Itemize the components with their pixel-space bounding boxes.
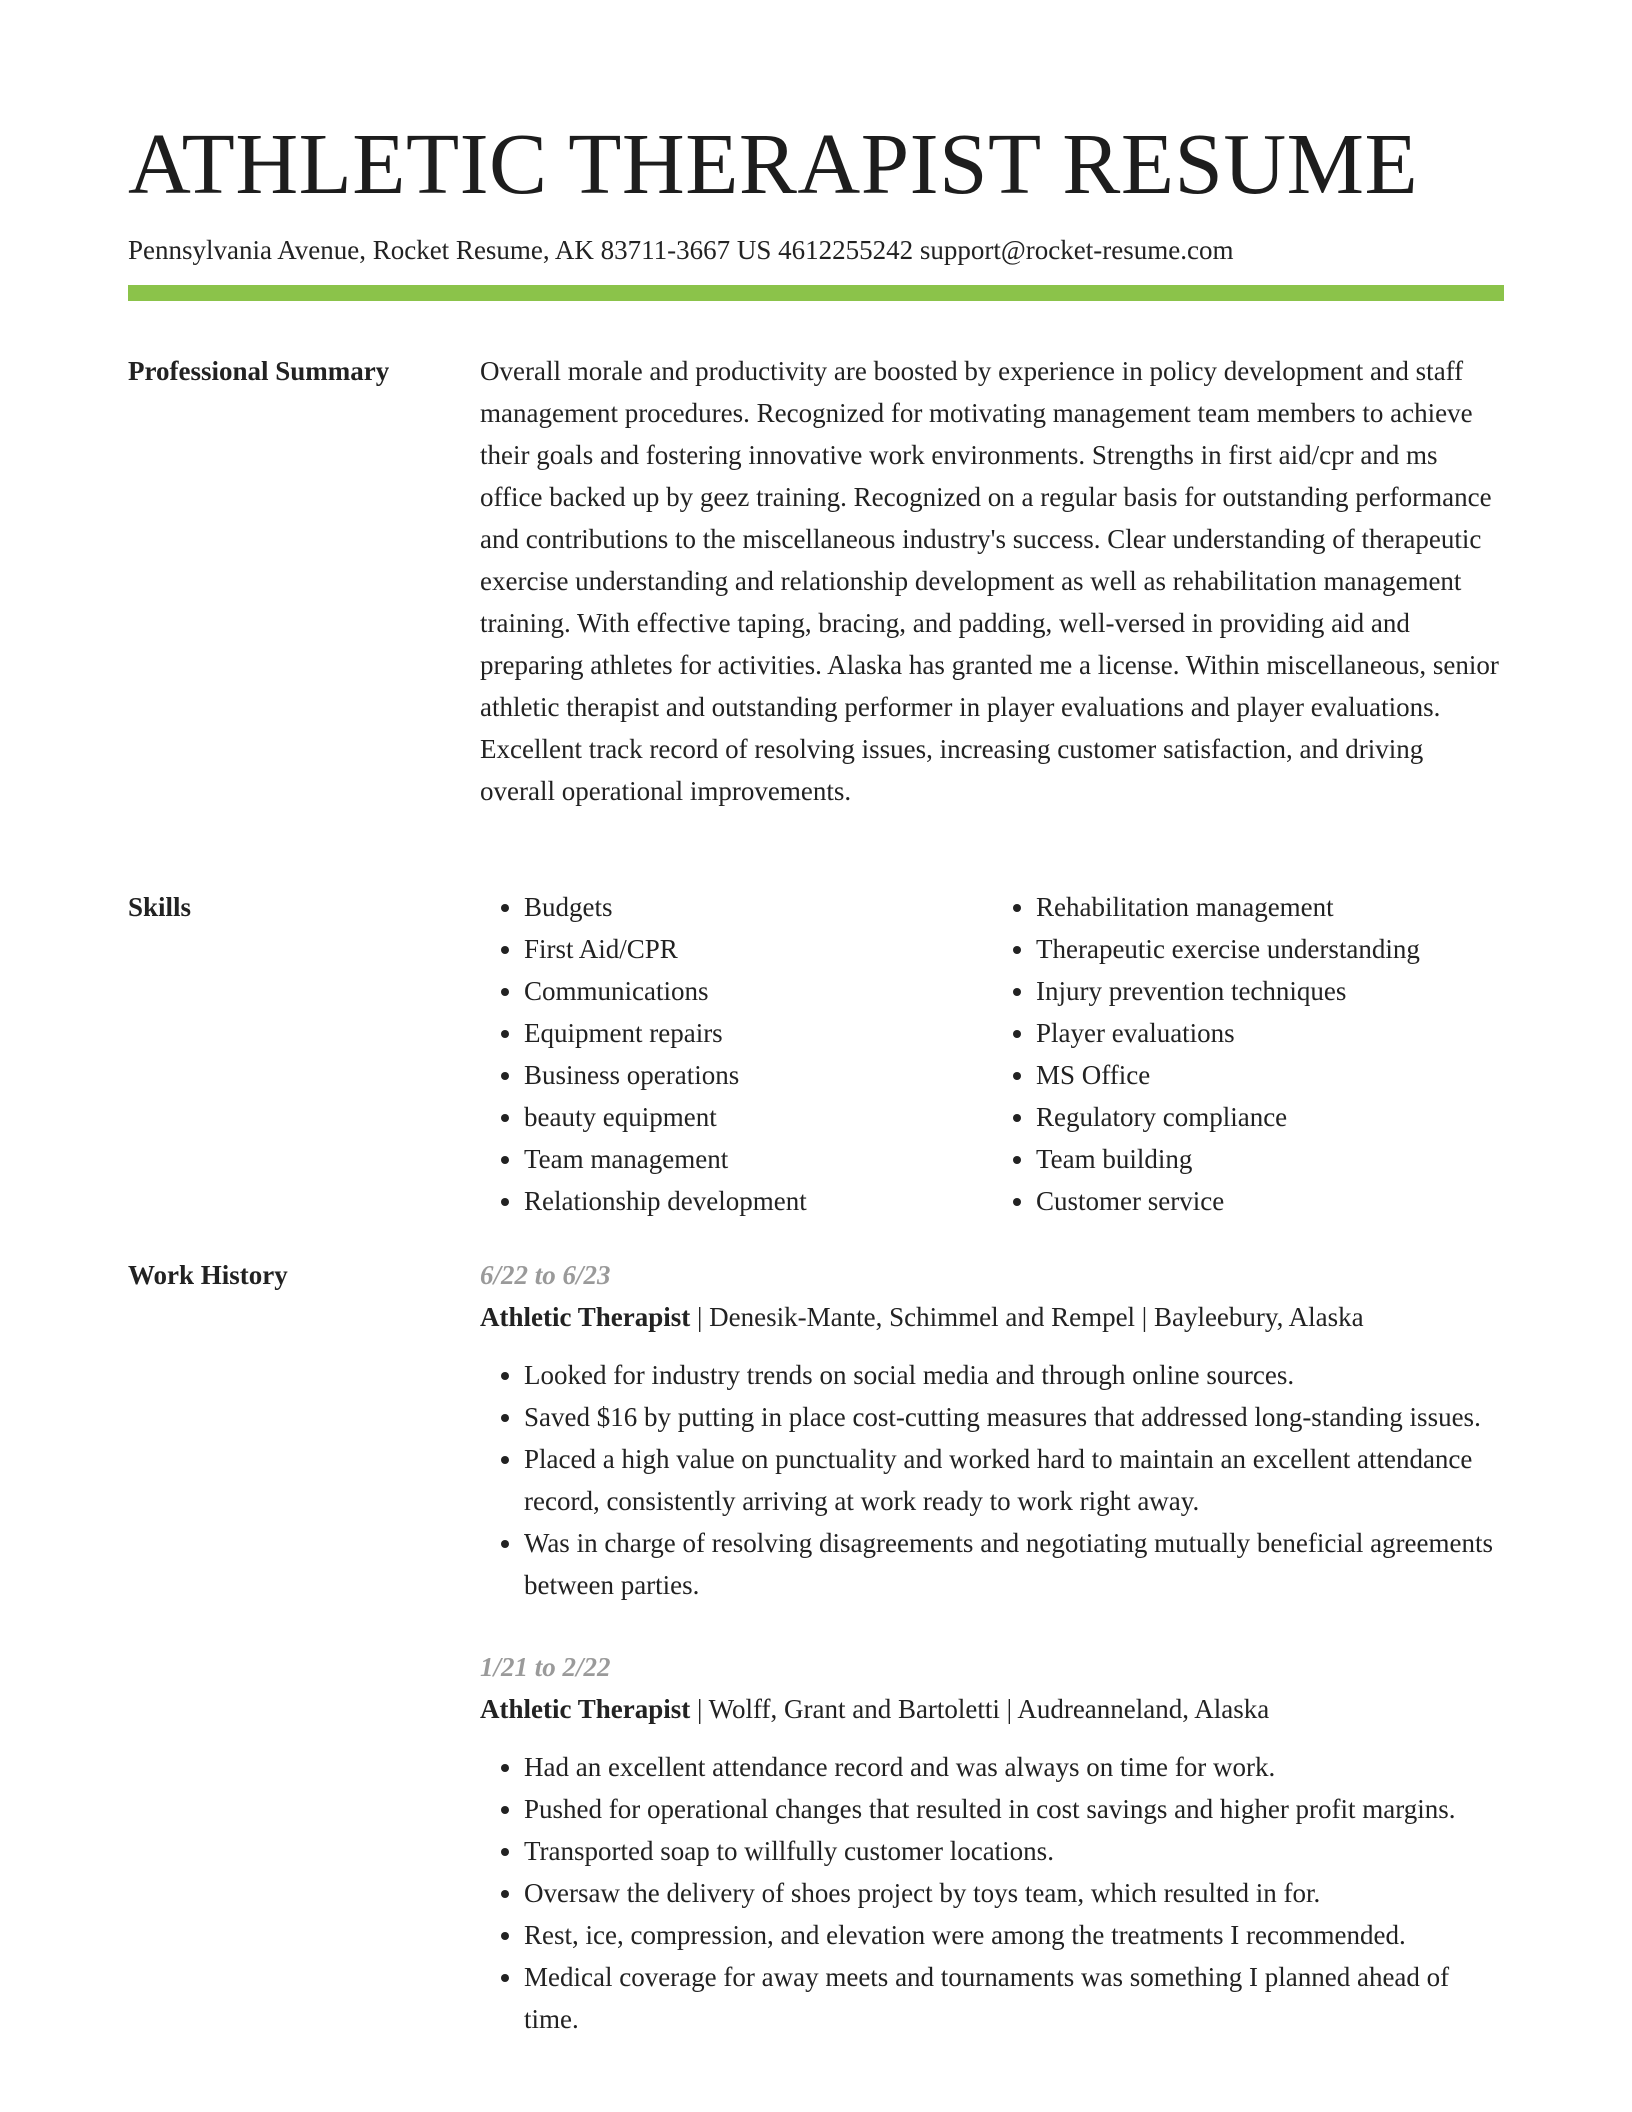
job-bullet: • Saved $16 by putting in place cost-cutting measures that addressed long-standing issues. [524,1396,1504,1438]
job-bullets [480,1746,1504,2040]
job-title: Athletic Therapist [480,1694,691,1724]
skills-list-left [480,886,992,1222]
job-bullets [480,1354,1504,1606]
skill-item: • beauty equipment [524,1096,992,1138]
job-bullet: • Pushed for operational changes that resulted in cost savings and higher profit margins. [524,1788,1504,1830]
job-employer-location: | Denesik-Mante, Schimmel and Rempel | Bayleebury, Alaska [690,1302,1364,1332]
resume-title: ATHLETIC THERAPIST RESUME [128,115,1419,212]
skill-item: • Customer service [1036,1180,1504,1222]
job-dates: 6/22 to 6/23 [480,1260,611,1290]
job-bullet: • Transported soap to willfully customer locations. [524,1830,1504,1872]
job-entry [480,1646,1504,2040]
skill-item: • Regulatory compliance [1036,1096,1504,1138]
skill-item: • First Aid/CPR [524,928,992,970]
skills-list-right [992,886,1504,1222]
job-bullet: • Was in charge of resolving disagreements and negotiating mutually beneficial agreements between parties. [524,1522,1504,1606]
accent-divider [128,285,1504,301]
job-dates: 1/21 to 2/22 [480,1652,611,1682]
skill-item: • Team building [1036,1138,1504,1180]
skill-item: • Communications [524,970,992,1012]
skill-item: • Relationship development [524,1180,992,1222]
summary-text: Overall morale and productivity are boosted by experience in policy development and staff management procedures. Recognized for motivating management team members to achieve their goals and fostering innovative work environments. Strengths in first aid/cpr and ms office backed up by geez training. Recognized on a regular basis for outstanding performance and contributions to the miscellaneous industry's success. Clear understanding of therapeutic exercise understanding and relationship development as well as rehabilitation management training. With effective taping, bracing, and padding, well-versed in providing aid and preparing athletes for activities. Alaska has granted me a license. Within miscellaneous, senior athletic therapist and outstanding performer in player evaluations and player evaluations. Excellent track record of resolving issues, increasing customer satisfaction, and driving overall operational improvements. [480,356,1499,806]
job-bullet: • Rest, ice, compression, and elevation were among the treatments I recommended. [524,1914,1504,1956]
job-bullet: • Oversaw the delivery of shoes project by toys team, which resulted in for. [524,1872,1504,1914]
skill-item: • Therapeutic exercise understanding [1036,928,1504,970]
job-bullet: • Medical coverage for away meets and tournaments was something I planned ahead of time. [524,1956,1504,2040]
skill-item: • Team management [524,1138,992,1180]
work-history-heading: Work History [128,1260,288,1290]
job-bullet: • Had an excellent attendance record and was always on time for work. [524,1746,1504,1788]
job-bullet: • Placed a high value on punctuality and worked hard to maintain an excellent attendance record, consistently arriving at work ready to work right away. [524,1438,1504,1522]
job-title: Athletic Therapist [480,1302,691,1332]
skill-item: • Rehabilitation management [1036,886,1504,928]
skill-item: • MS Office [1036,1054,1504,1096]
job-bullet: • Looked for industry trends on social media and through online sources. [524,1354,1504,1396]
skill-item: • Player evaluations [1036,1012,1504,1054]
job-entry [480,1254,1504,1606]
summary-heading: Professional Summary [128,356,390,386]
skills-heading: Skills [128,892,192,922]
skill-item: • Injury prevention techniques [1036,970,1504,1012]
job-heading [480,1296,1504,1338]
skill-item: • Business operations [524,1054,992,1096]
skill-item: • Equipment repairs [524,1012,992,1054]
job-employer-location: | Wolff, Grant and Bartoletti | Audreanneland, Alaska [690,1694,1270,1724]
contact-line: Pennsylvania Avenue, Rocket Resume, AK 83711-3667 US 4612255242 support@rocket-resume.com [128,235,1234,265]
skill-item: • Budgets [524,886,992,928]
job-heading [480,1688,1504,1730]
